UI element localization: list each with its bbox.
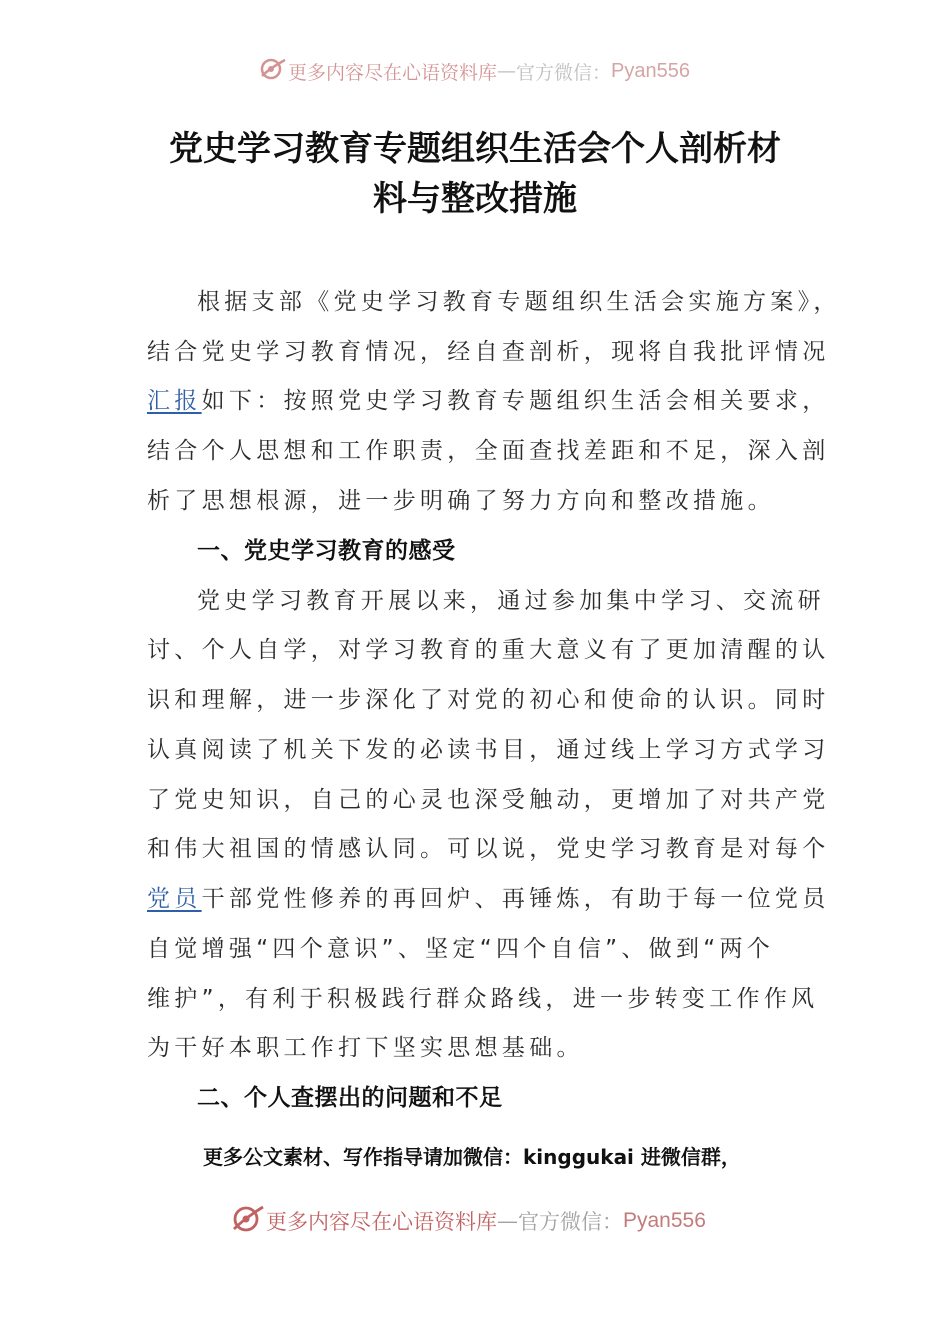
footer-watermark (230, 1203, 706, 1239)
intro-line-3-text: 如下：按照党史学习教育专题组织生活会相关要求， (201, 388, 830, 414)
section-1-line-5: 了党史知识，自己的心灵也深受触动，更增加了对共产党 (147, 787, 830, 813)
section-1-line-7-text: 干部党性修养的再回炉、再锤炼，有助于每一位党员 (201, 886, 830, 912)
party-member-link[interactable]: 党员 (147, 886, 202, 912)
watermark-wechat-id: Pyan556 (623, 1209, 706, 1232)
watermark-wechat-label: 官方微信： (516, 61, 612, 84)
watermark-separator: — (497, 60, 517, 82)
section-1-line-4: 认真阅读了机关下发的必读书目，通过线上学习方式学习 (147, 737, 830, 763)
intro-line-2: 结合党史学习教育情况，经自查剖析，现将自我批评情况 (147, 339, 830, 365)
section-1-line-8: 自觉增强“四个意识”、坚定“四个自信”、做到“两个 (147, 936, 775, 962)
intro-line-3 (147, 385, 830, 417)
promo-text: 更多公文素材、写作指导请加微信：kinggukai 进微信群， (203, 1145, 741, 1169)
section-1-line-3: 识和理解，进一步深化了对党的初心和使命的认识。同时 (147, 687, 830, 713)
section-2-heading: 二、个人查摆出的问题和不足 (197, 1085, 503, 1111)
section-1-line-10: 为干好本职工作打下坚实思想基础。 (147, 1035, 584, 1061)
swirl-logo-icon (258, 56, 288, 86)
report-link[interactable]: 汇报 (147, 388, 202, 414)
intro-line-1: 根据支部《党史学习教育专题组织生活会实施方案》， (197, 289, 841, 315)
watermark-wechat-id: Pyan556 (611, 59, 690, 82)
watermark-wechat-label: 官方微信： (518, 1210, 623, 1234)
section-1-line-6: 和伟大祖国的情感认同。可以说，党史学习教育是对每个 (147, 836, 830, 862)
section-1-line-7 (147, 883, 830, 915)
section-1-heading: 一、党史学习教育的感受 (197, 538, 456, 564)
watermark-text: 更多内容尽在心语资料库 (266, 1210, 497, 1234)
intro-line-4: 结合个人思想和工作职责，全面查找差距和不足，深入剖 (147, 438, 830, 464)
section-1-line-9: 维护”，有利于积极践行群众路线，进一步转变工作作风 (147, 986, 819, 1012)
watermark-text: 更多内容尽在心语资料库 (288, 61, 498, 84)
section-1-line-1: 党史学习教育开展以来，通过参加集中学习、交流研 (197, 588, 825, 614)
header-watermark (258, 58, 690, 84)
document-title-line-2: 料与整改措施 (373, 179, 577, 219)
document-title-line-1: 党史学习教育专题组织生活会个人剖析材 (169, 129, 781, 169)
intro-line-5: 析了思想根源，进一步明确了努力方向和整改措施。 (147, 488, 775, 514)
section-1-line-2: 讨、个人自学，对学习教育的重大意义有了更加清醒的认 (147, 637, 830, 663)
watermark-separator: — (497, 1209, 518, 1233)
swirl-logo-icon (230, 1202, 266, 1240)
